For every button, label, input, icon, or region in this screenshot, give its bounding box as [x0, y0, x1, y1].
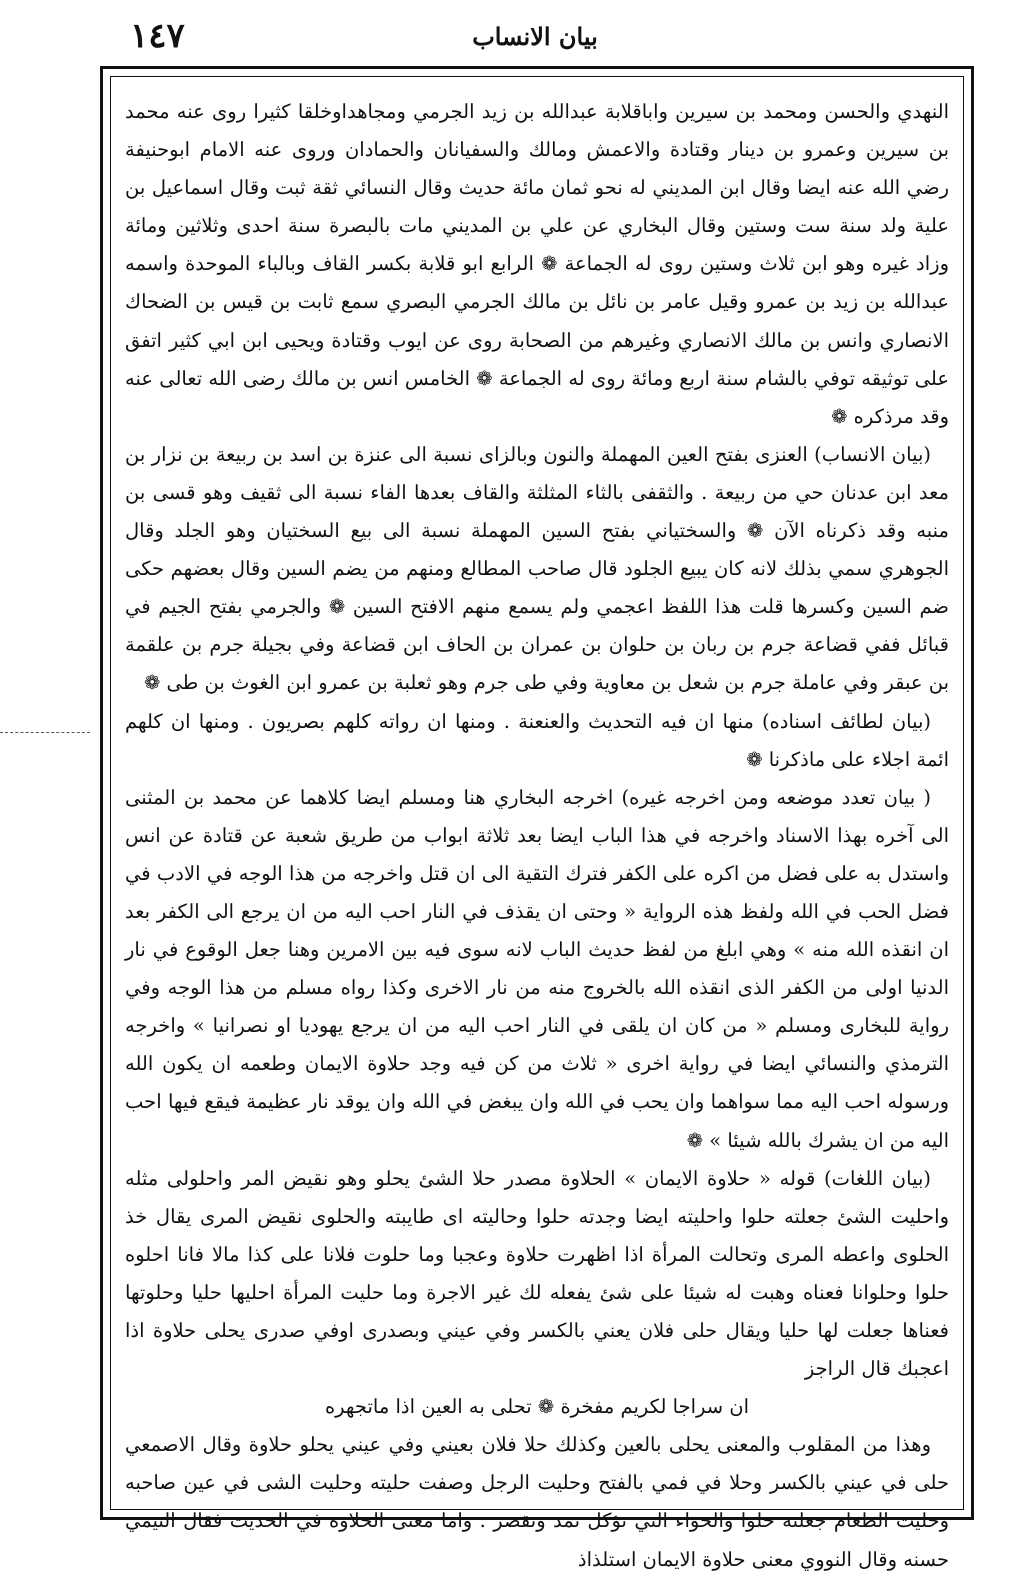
- paragraph-maqlub: وهذا من المقلوب والمعنى يحلى بالعين وكذلك حلا فلان بعيني وفي عيني يحلو حلاوة وقال الاصمعي حلى في عيني بالكسر وحلا في فمي بالفتح وحليت الرجل وصفت حليته وحليت الشى في عين صاحبه وحليت الطعام جعلته حلوا والحواء التي تؤكل تمد وتقصر . واما معنى الحلاوة في الحديث فقال التيمي حسنه وقال النووي معنى حلاوة الايمان استلذاذ: [125, 1433, 949, 1571]
- paragraph-bayan-al-lughat: (بيان اللغات) قوله « حلاوة الايمان » الحلاوة مصدر حلا الشئ يحلو وهو نقيض المر واحلولى مثله واحليت الشئ جعلته حلوا واحليته ايضا وجدته حلوا وحاليته اى طايبته والحلوى نقيض المرى يقال خذ الحلوى واعطه المرى وتحالت المرأة اذا اظهرت حلاوة وعجبا وما حلوت فلانا على كذا مالا فانا احلوه حلوا وحلوانا فعناه وهبت له شيئا على شئ يفعله لك غير الاجرة وما حليت المرأة احليها حليا وحلوتها فعناها جعلت لها حليا ويقال حلى فلان يعني بالكسر وفي عيني وبصدرى اوفي صدرى يحلى حلاوة اذا اعجبك قال الراجز: [125, 1166, 949, 1381]
- poem-verse: ان سراجا لكريم مفخرة ❁ تحلى به العين اذا ماتجهره: [324, 1395, 750, 1419]
- running-title: بيان الانساب: [472, 22, 598, 51]
- paragraph-takhrij: ( بيان تعدد موضعه ومن اخرجه غيره) اخرجه البخاري هنا ومسلم ايضا كلاهما عن محمد بن المثنى الى آخره بهذا الاسناد واخرجه في هذا الباب ايضا بعد ثلاثة ابواب من طريق شعبة عن قتادة عن انس واستدل به على فضل من اكره على الكفر فترك التقية الى ان قتل واخرجه من هذا الوجه في الادب في فضل الحب في الله ولفظ هذه الرواية « وحتى ان يقذف في النار احب اليه من ان يرجع الى الكفر بعد ان انقذه الله منه » وهي ابلغ من لفظ حديث الباب لانه سوى فيه بين الامرين وهنا جعل الوقوع في نار الدنيا اولى من الكفر الذى انقذه الله بالخروج منه من نار الاخرى وكذا رواه مسلم من هذا الوجه وفي رواية للبخارى ومسلم « من كان ان يلقى في النار احب اليه من ان يرجع يهوديا او نصرانيا » واخرجه الترمذي والنسائي ايضا في رواية اخرى « ثلاث من كن فيه وجد حلاوة الايمان وطعمه ان يكون الله ورسوله احب اليه مما سواهما وان يحب في الله وان يبغض في الله وان يوقد نار عظيمة فيقع فيها احب اليه من ان يشرك بالله شيئا » ❁: [125, 785, 949, 1152]
- page-number: ١٤٧: [130, 16, 185, 56]
- paragraph-biographies: النهدي والحسن ومحمد بن سيرين واباقلابة عبدالله بن زيد الجرمي ومجاهداوخلقا كثيرا روى عنه محمد بن سيرين وعمرو بن دينار وقتادة والاعمش ومالك والسفيانان والحمادان وروى عنه الامام ابوحنيفة رضي الله عنه ايضا وقال ابن المديني له نحو ثمان مائة حديث وقال النسائي ثقة ثبت وقال اسماعيل بن علية ولد سنة ست وستين وقال البخاري عن علي بن المديني مات بالبصرة سنة احدى وثلاثين ومائة وزاد غيره وهو ابن ثلاث وستين روى له الجماعة ❁ الرابع ابو قلابة بكسر القاف وبالباء الموحدة واسمه عبدالله بن زيد بن عمرو وقيل عامر بن نائل بن مالك الجرمي البصري سمع ثابت بن قيس بن الضحاك الانصاري وانس بن مالك الانصاري وغيرهم من الصحابة روى عن ايوب وقتادة ويحيى ابن ابي كثير اتفق على توثيقه توفي بالشام سنة اربع ومائة روى له الجماعة ❁ الخامس انس بن مالك رضى الله تعالى عنه وقد مرذكره ❁: [125, 100, 949, 428]
- margin-mark: [0, 732, 90, 739]
- paragraph-bayan-al-ansab: (بيان الانساب) العنزى بفتح العين المهملة والنون وبالزاى نسبة الى عنزة بن اسد بن ربيعة بن نزار بن معد ابن عدنان حي من ربيعة . والثقفى بالثاء المثلثة والقاف بعدها الفاء نسبة الى ثقيف وهو قسى بن منبه وقد ذكرناه الآن ❁ والسختياني بفتح السين المهملة نسبة الى بيع السختيان وهو الجلد وقال الجوهري سمي بذلك لانه كان يبيع الجلود قال صاحب المطالع ومنهم من يضم السين وقال بعضهم حكى ضم السين وكسرها قلت هذا اللفظ اعجمي ولم يسمع منهم الافتح السين ❁ والجرمي بفتح الجيم في قبائل ففي قضاعة جرم بن ربان بن حلوان بن عمران بن الحاف ابن قضاعة وفي بجيلة جرم بن علقمة بن عبقر وفي عاملة جرم بن شعل بن معاوية وفي طى جرم وهو ثعلبة بن عمرو ابن الغوث بن طى ❁: [125, 442, 949, 695]
- main-text: [125, 93, 949, 1579]
- page-header: [100, 6, 970, 68]
- paragraph-lataif-isnad: (بيان لطائف اسناده) منها ان فيه التحديث والعنعنة . ومنها ان رواته كلهم بصريون . ومنها ان كلهم ائمة اجلاء على ماذكرنا ❁: [125, 709, 949, 771]
- page-border-inner: [110, 76, 964, 1571]
- page-border-outer: [100, 66, 974, 1571]
